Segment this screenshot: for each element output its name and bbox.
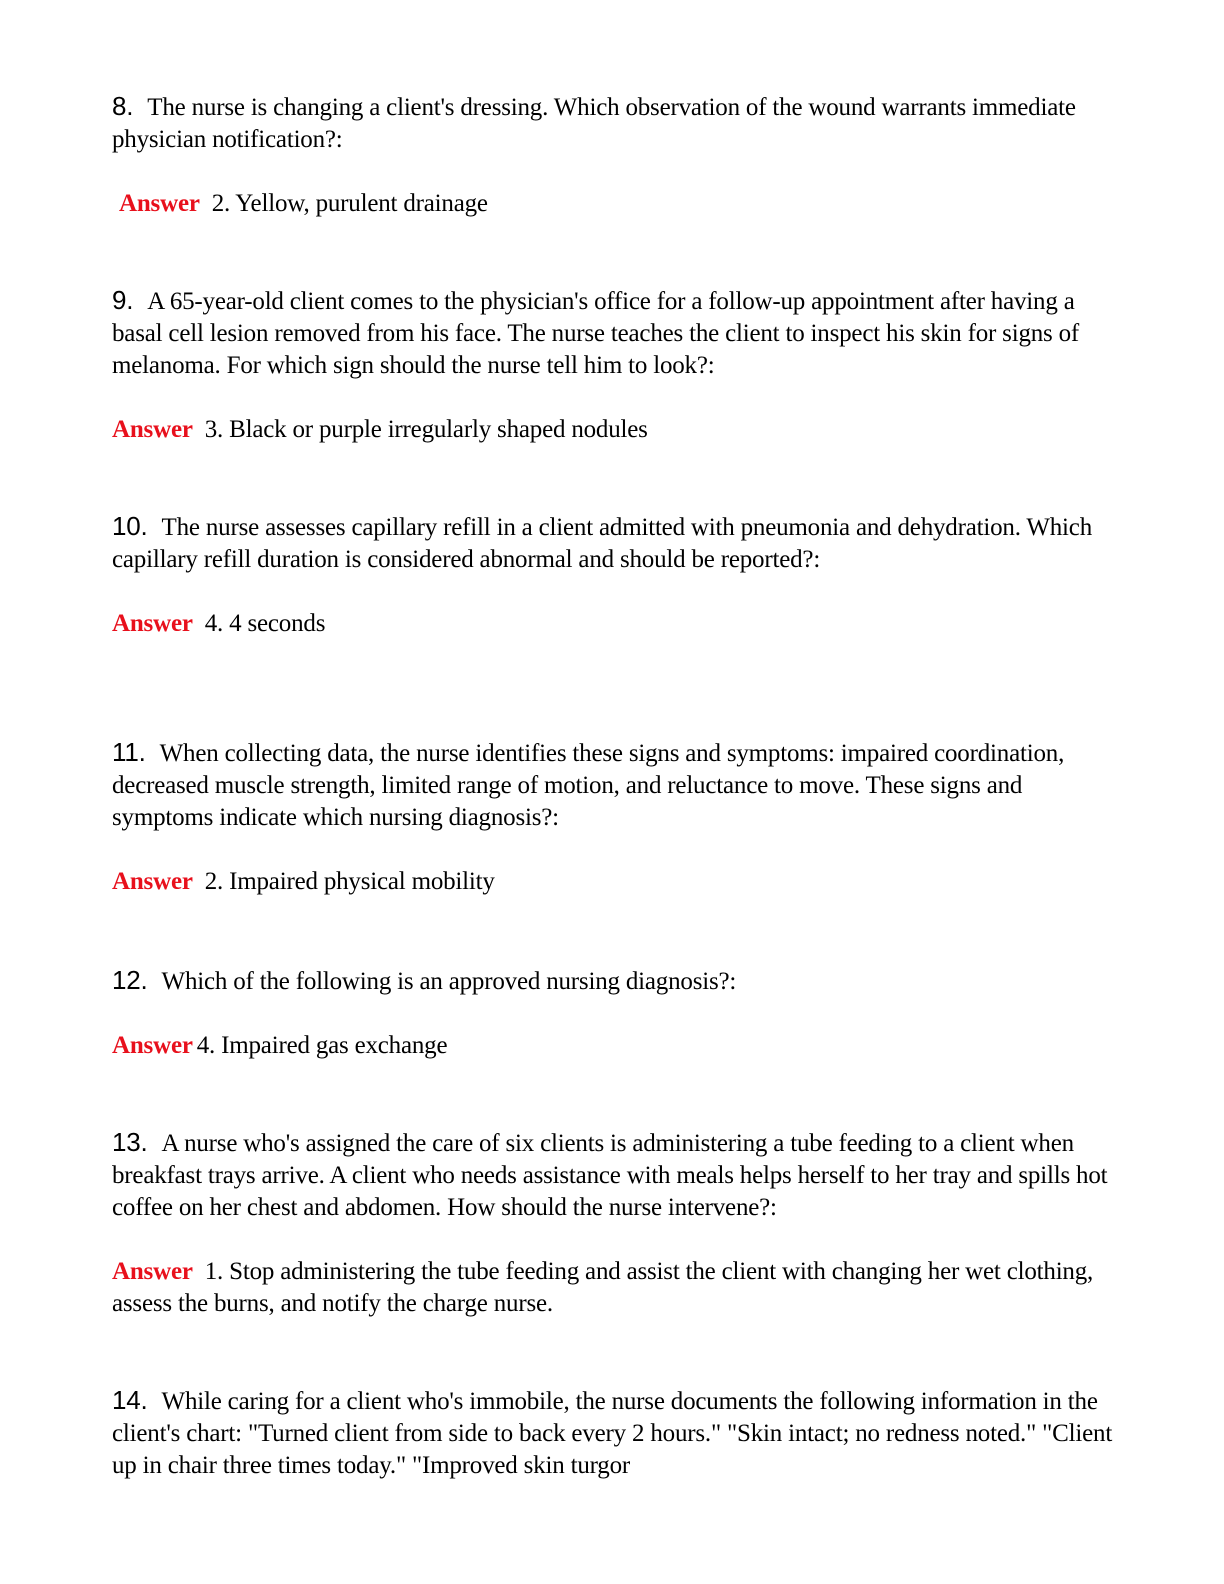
answer-9 [112,414,1122,446]
question-block-12 [112,964,1122,1062]
answer-text: 3. Black or purple irregularly shaped nodules [204,416,648,443]
answer-text: 1. Stop administering the tube feeding and assist the client with changing her wet clothing, assess the burns, and notify the charge nurse. [112,1258,1094,1317]
question-text: A nurse who's assigned the care of six clients is administering a tube feeding to a client when breakfast trays arrive. A client who needs assistance with meals helps herself to her tray and spills hot coffee on her chest and abdomen. How should the nurse intervene?: [112,1130,1108,1221]
answer-label: Answer [112,868,193,895]
question-block-13 [112,1126,1122,1320]
answer-label: Answer [112,610,193,637]
answer-text: 2. Impaired physical mobility [204,868,495,895]
answer-13 [112,1256,1122,1320]
question-text: While caring for a client who's immobile, the nurse documents the following information in the client's chart: "Turned client from side to back every 2 hours." "Skin intact; no redness noted." "Client up in chair three times today." "Improved skin turgor [112,1388,1113,1479]
answer-label: Answer [119,190,200,217]
answer-label: Answer [112,416,193,443]
question-block-10 [112,510,1122,640]
question-number: 14. [112,1385,148,1415]
question-text: Which of the following is an approved nursing diagnosis?: [161,968,737,995]
answer-11 [112,866,1122,898]
answer-text: 4. Impaired gas exchange [196,1032,448,1059]
question-number: 10. [112,511,148,541]
question-text: The nurse assesses capillary refill in a client admitted with pneumonia and dehydration. Which capillary refill duration is considered abnormal and should be reported?: [112,514,1093,573]
answer-label: Answer [112,1258,193,1285]
answer-10 [112,608,1122,640]
question-10 [112,510,1122,576]
question-block-8 [112,90,1122,220]
answer-label: Answer [112,1032,193,1059]
question-block-14 [112,1384,1122,1482]
answer-8 [112,188,1122,220]
question-number: 11. [112,737,146,767]
question-block-9 [112,284,1122,446]
question-text: A 65-year-old client comes to the physician's office for a follow-up appointment after having a basal cell lesion removed from his face. The nurse teaches the client to inspect his skin for signs of melanoma. For which sign should the nurse tell him to look?: [112,288,1080,379]
question-number: 9. [112,285,134,315]
question-text: The nurse is changing a client's dressing. Which observation of the wound warrants immediate physician notification?: [112,94,1076,153]
question-8 [112,90,1122,156]
answer-text: 2. Yellow, purulent drainage [211,190,488,217]
question-text: When collecting data, the nurse identifies these signs and symptoms: impaired coordination, decreased muscle strength, limited range of motion, and reluctance to move. These signs and symptoms indicate which nursing diagnosis?: [112,740,1065,831]
question-14 [112,1384,1122,1482]
question-number: 12. [112,965,148,995]
answer-12 [112,1030,1122,1062]
question-11 [112,736,1122,834]
answer-text: 4. 4 seconds [204,610,326,637]
question-number: 13. [112,1127,148,1157]
question-12 [112,964,1122,998]
question-block-11 [112,736,1122,898]
question-9 [112,284,1122,382]
question-number: 8. [112,91,134,121]
question-13 [112,1126,1122,1224]
